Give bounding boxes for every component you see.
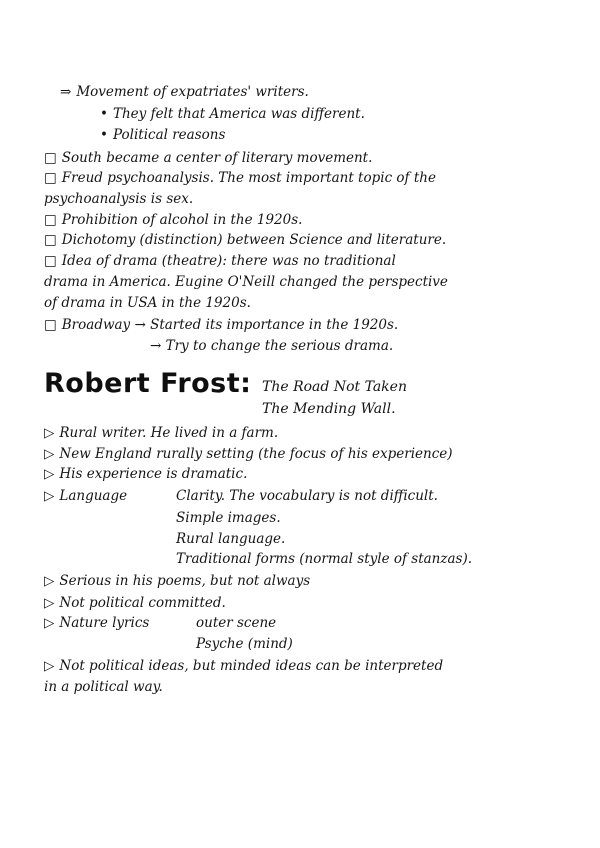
triangle-bullet-icon: ▷ bbox=[44, 446, 55, 462]
note-line bbox=[176, 551, 472, 567]
note-line bbox=[44, 150, 372, 166]
note-text: of drama in USA in the 1920s. bbox=[44, 295, 251, 311]
note-text: South became a center of literary movement. bbox=[61, 150, 373, 166]
triangle-bullet-icon: ▷ bbox=[44, 595, 55, 611]
note-line bbox=[44, 446, 453, 462]
note-text: His experience is dramatic. bbox=[59, 466, 248, 482]
note-line bbox=[100, 127, 225, 143]
dot-bullet-icon: • bbox=[100, 106, 108, 122]
note-line bbox=[176, 488, 438, 504]
note-text: Prohibition of alcohol in the 1920s. bbox=[61, 212, 303, 228]
note-text: Dichotomy (distinction) between Science and literature. bbox=[61, 232, 447, 248]
note-line bbox=[44, 573, 310, 589]
square-bullet-icon: □ bbox=[44, 317, 57, 333]
note-line bbox=[196, 636, 293, 652]
triangle-bullet-icon: ▷ bbox=[44, 425, 55, 441]
note-text: Language bbox=[59, 488, 128, 504]
note-line bbox=[44, 253, 396, 269]
square-bullet-icon: □ bbox=[44, 232, 57, 248]
square-bullet-icon: □ bbox=[44, 253, 57, 269]
section-heading: Robert Frost: bbox=[44, 368, 252, 399]
note-text: Political reasons bbox=[112, 127, 226, 143]
note-line bbox=[44, 295, 251, 311]
note-line bbox=[60, 84, 309, 100]
note-text: They felt that America was different. bbox=[112, 106, 365, 122]
note-line bbox=[44, 274, 448, 290]
square-bullet-icon: □ bbox=[44, 212, 57, 228]
note-text: Not political ideas, but minded ideas can be interpreted bbox=[59, 658, 444, 674]
square-bullet-icon: □ bbox=[44, 170, 57, 186]
note-text: → Try to change the serious drama. bbox=[150, 338, 394, 354]
note-text: Simple images. bbox=[176, 510, 281, 526]
note-line bbox=[44, 595, 226, 611]
note-text: Psyche (mind) bbox=[196, 636, 293, 652]
note-line bbox=[44, 658, 443, 674]
note-text: in a political way. bbox=[44, 679, 163, 695]
note-line bbox=[44, 317, 398, 333]
note-line bbox=[44, 232, 446, 248]
note-text: drama in America. Eugine O'Neill changed the perspective bbox=[44, 274, 448, 290]
note-line bbox=[44, 679, 163, 695]
note-line bbox=[150, 338, 393, 354]
note-line bbox=[44, 615, 149, 631]
note-text: Idea of drama (theatre): there was no traditional bbox=[61, 253, 396, 269]
dot-bullet-icon: • bbox=[100, 127, 108, 143]
poem-title: The Mending Wall. bbox=[262, 401, 396, 417]
triangle-bullet-icon: ▷ bbox=[44, 658, 55, 674]
note-line bbox=[44, 212, 302, 228]
note-line bbox=[196, 615, 276, 631]
note-text: Clarity. The vocabulary is not difficult. bbox=[176, 488, 438, 504]
note-line bbox=[44, 466, 247, 482]
triangle-bullet-icon: ▷ bbox=[44, 466, 55, 482]
note-line bbox=[100, 106, 365, 122]
note-text: Broadway → Started its importance in the 1920s. bbox=[61, 317, 399, 333]
note-text: Not political committed. bbox=[59, 595, 226, 611]
note-text: Nature lyrics bbox=[59, 615, 150, 631]
note-text: Serious in his poems, but not always bbox=[59, 573, 311, 589]
poem-title: The Road Not Taken bbox=[262, 379, 407, 395]
note-line bbox=[44, 488, 127, 504]
note-text: Traditional forms (normal style of stanzas). bbox=[176, 551, 473, 567]
note-line bbox=[44, 191, 193, 207]
note-text: Movement of expatriates' writers. bbox=[76, 84, 309, 100]
note-text: Rural language. bbox=[176, 531, 286, 547]
triangle-bullet-icon: ▷ bbox=[44, 488, 55, 504]
note-line bbox=[176, 510, 281, 526]
note-line bbox=[44, 170, 436, 186]
note-line bbox=[176, 531, 285, 547]
note-text: outer scene bbox=[196, 615, 277, 631]
triangle-bullet-icon: ▷ bbox=[44, 615, 55, 631]
square-bullet-icon: □ bbox=[44, 150, 57, 166]
note-text: psychoanalysis is sex. bbox=[44, 191, 194, 207]
triangle-bullet-icon: ▷ bbox=[44, 573, 55, 589]
note-text: Rural writer. He lived in a farm. bbox=[59, 425, 279, 441]
note-text: Freud psychoanalysis. The most important topic of the bbox=[61, 170, 436, 186]
double-arrow-icon: ⇒ bbox=[60, 84, 72, 100]
note-line bbox=[44, 425, 278, 441]
note-text: New England rurally setting (the focus of his experience) bbox=[59, 446, 453, 462]
